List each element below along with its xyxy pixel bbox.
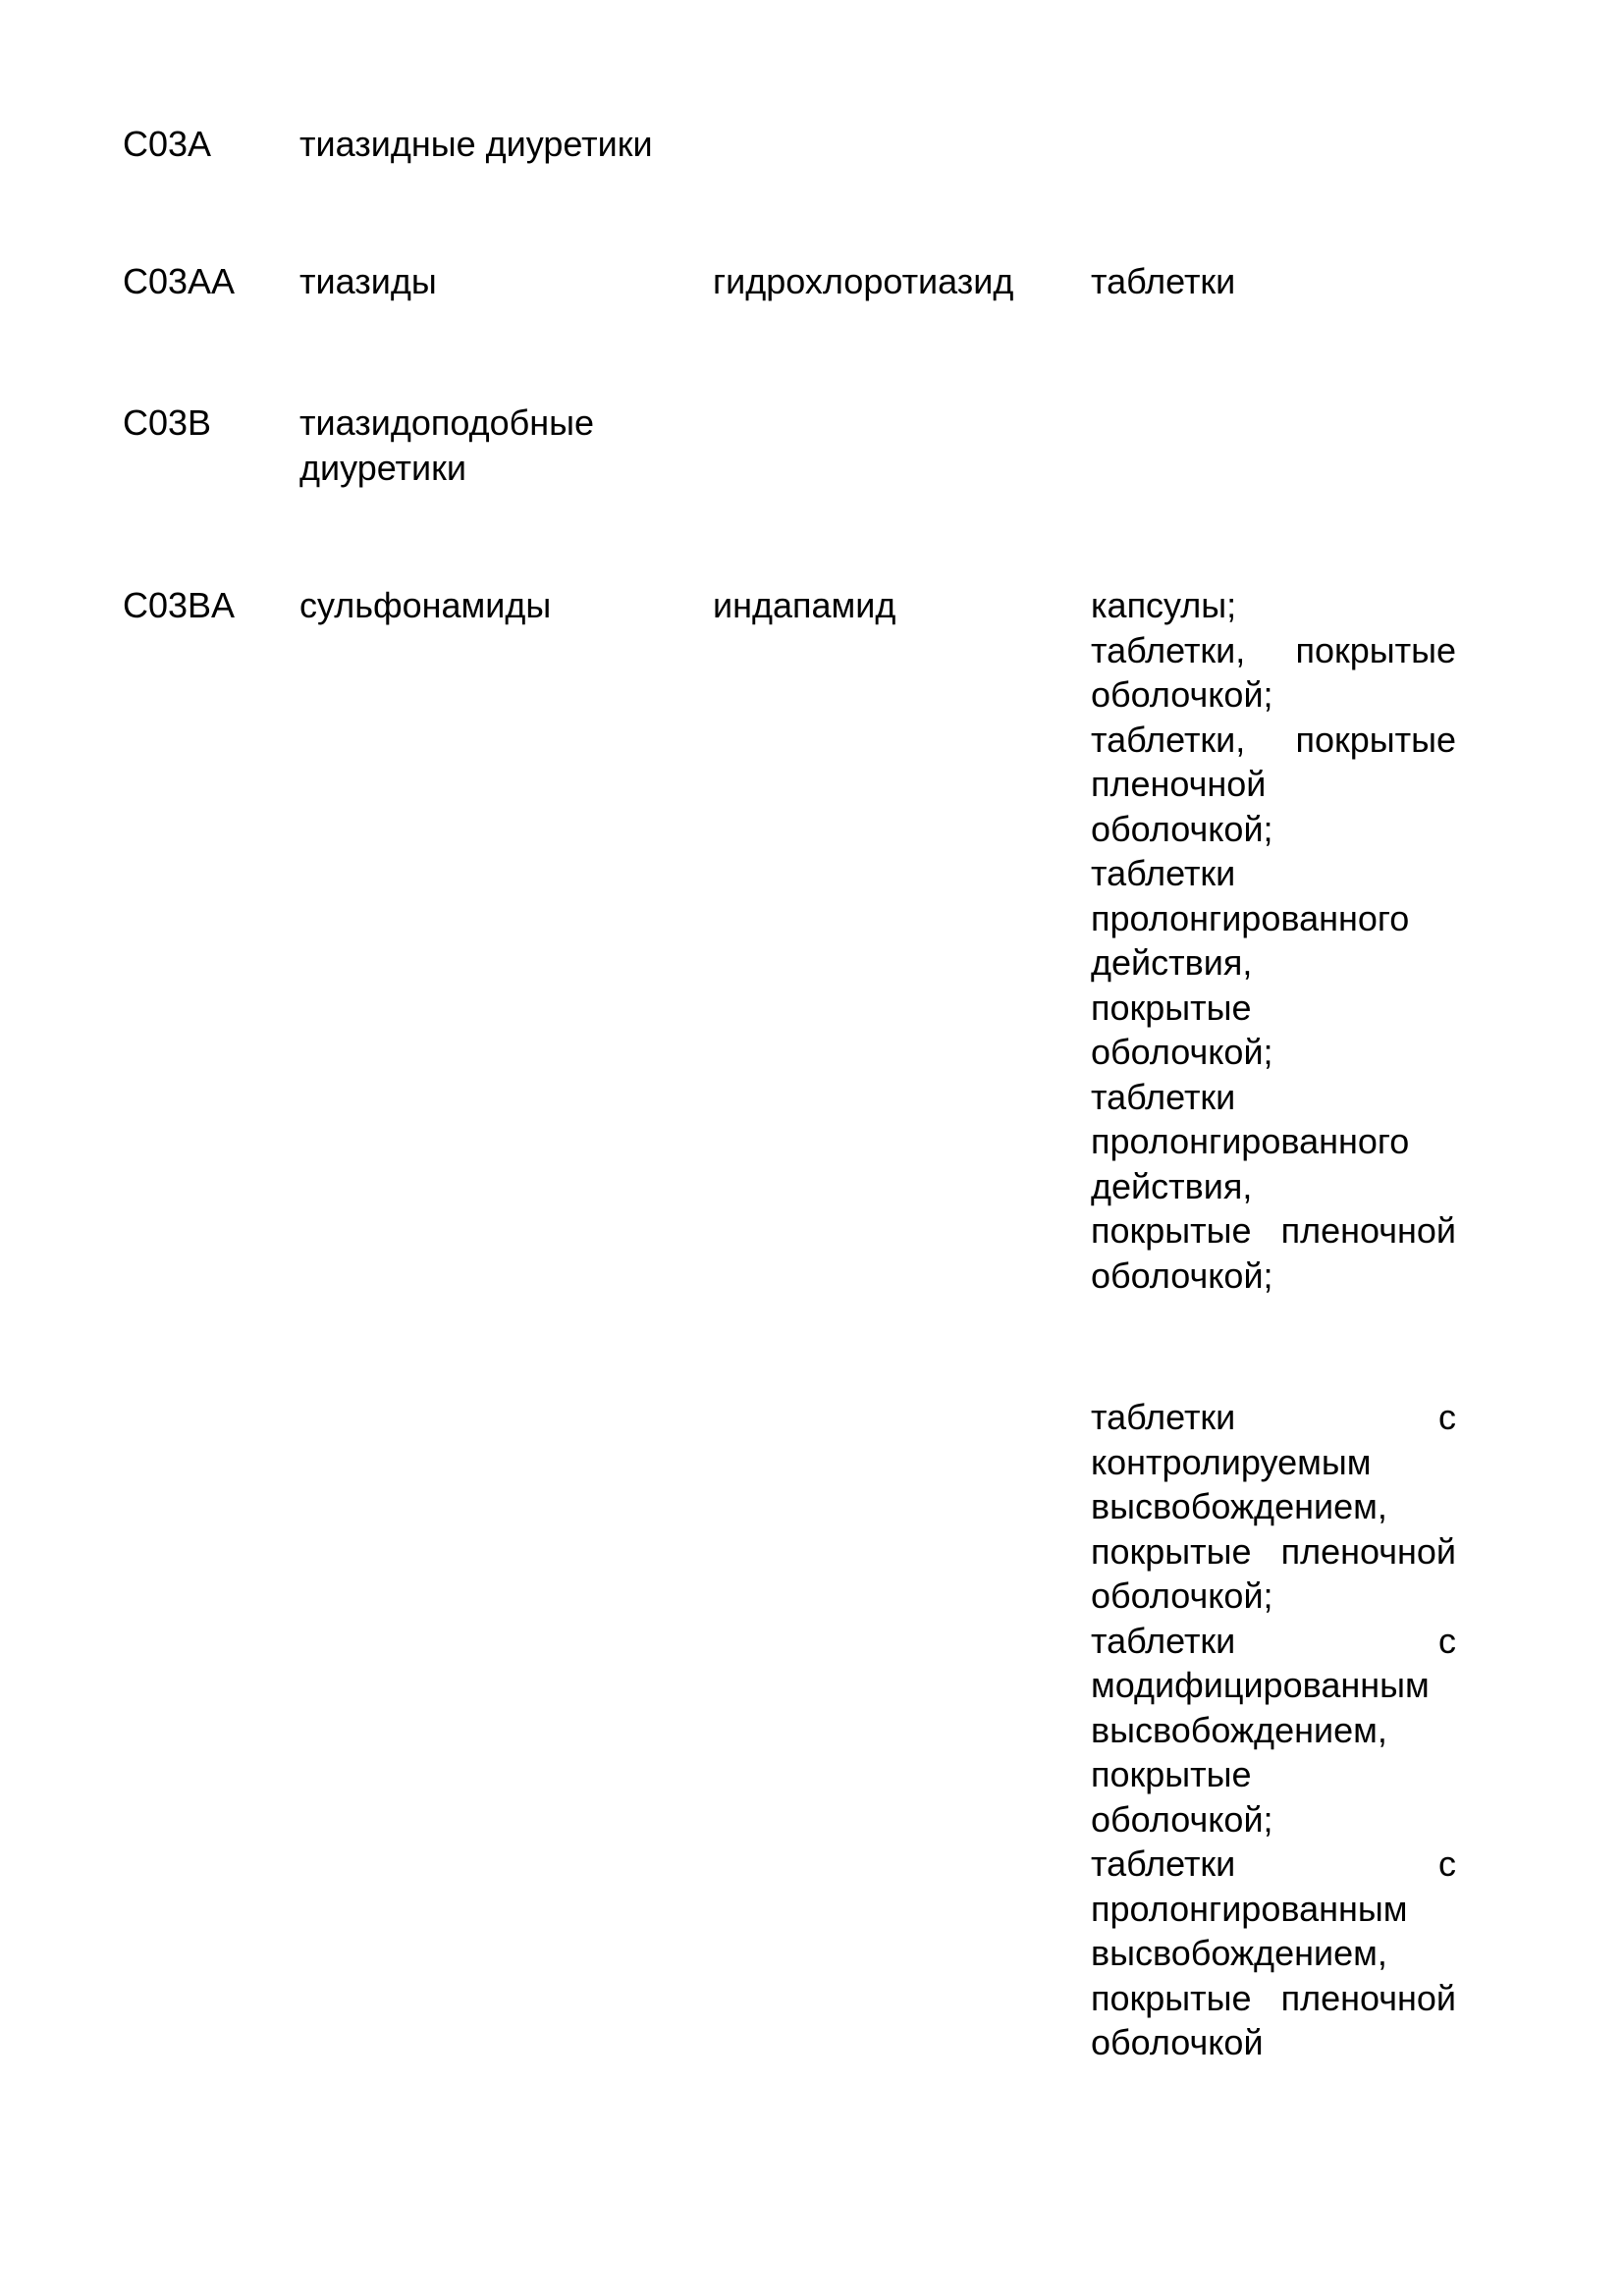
dosage-form-line: высвобождением, xyxy=(1091,1486,1387,1526)
group-name-c03ba: сульфонамиды xyxy=(299,585,552,625)
dosage-form-line: покрытые xyxy=(1091,987,1252,1028)
dosage-form-line: контролируемым xyxy=(1091,1441,1372,1482)
dosage-form-line: пролонгированным xyxy=(1091,1888,1408,1929)
group-name-c03aa: тиазиды xyxy=(299,261,437,301)
dosage-form-line: таблетки xyxy=(1091,1076,1236,1117)
atc-code-c03a: C03A xyxy=(123,124,212,164)
dosage-form-line: таблетки xyxy=(1091,853,1236,893)
dosage-form-line: высвобождением, xyxy=(1091,1709,1387,1750)
dosage-form-line: таблетки с xyxy=(1091,1843,1456,1884)
dosage-form-line: таблетки с xyxy=(1091,1397,1456,1437)
dosage-form-line: покрытые пленочной xyxy=(1091,1977,1456,2018)
dosage-forms-block-2 xyxy=(1091,1395,1456,2065)
dosage-form-line: таблетки, покрытые xyxy=(1091,719,1456,760)
atc-code-c03b: C03B xyxy=(123,402,212,443)
dosage-form-line: таблетки с xyxy=(1091,1620,1456,1661)
dosage-form-line: высвобождением, xyxy=(1091,1933,1387,1973)
group-name-c03b-line1: тиазидоподобные xyxy=(299,402,595,443)
dosage-form-line: пленочной xyxy=(1091,764,1267,804)
dosage-form-line: покрытые пленочной xyxy=(1091,1530,1456,1572)
dosage-form-c03aa: таблетки xyxy=(1091,261,1236,301)
dosage-form-line: модифицированным xyxy=(1091,1665,1430,1705)
dosage-form-line: оболочкой; xyxy=(1091,1255,1273,1296)
dosage-forms-block-1 xyxy=(1091,583,1456,1298)
atc-code-c03ba: C03BA xyxy=(123,585,236,625)
dosage-form-line: пролонгированного xyxy=(1091,1121,1410,1161)
dosage-form-line: оболочкой xyxy=(1091,2022,1264,2062)
dosage-form-line: капсулы; xyxy=(1091,585,1237,625)
drug-name-hydrochlorothiazide: гидрохлоротиазид xyxy=(713,261,1014,301)
dosage-form-line: оболочкой; xyxy=(1091,1798,1273,1840)
dosage-form-line: покрытые пленочной xyxy=(1091,1210,1456,1251)
dosage-form-line: покрытые xyxy=(1091,1754,1252,1794)
dosage-form-line: действия, xyxy=(1091,942,1253,983)
dosage-form-line: пролонгированного xyxy=(1091,897,1410,938)
group-name-c03a: тиазидные диуретики xyxy=(299,124,653,164)
atc-code-c03aa: C03AA xyxy=(123,261,236,301)
dosage-form-line: оболочкой; xyxy=(1091,1575,1273,1616)
drug-name-indapamide: индапамид xyxy=(713,585,896,625)
group-name-c03b-line2: диуретики xyxy=(299,447,467,488)
dosage-form-line: оболочкой; xyxy=(1091,808,1273,849)
dosage-form-line: действия, xyxy=(1091,1165,1253,1206)
dosage-form-line: оболочкой; xyxy=(1091,1032,1273,1072)
dosage-form-line: таблетки, покрытые xyxy=(1091,629,1456,670)
dosage-form-line: оболочкой; xyxy=(1091,674,1273,715)
